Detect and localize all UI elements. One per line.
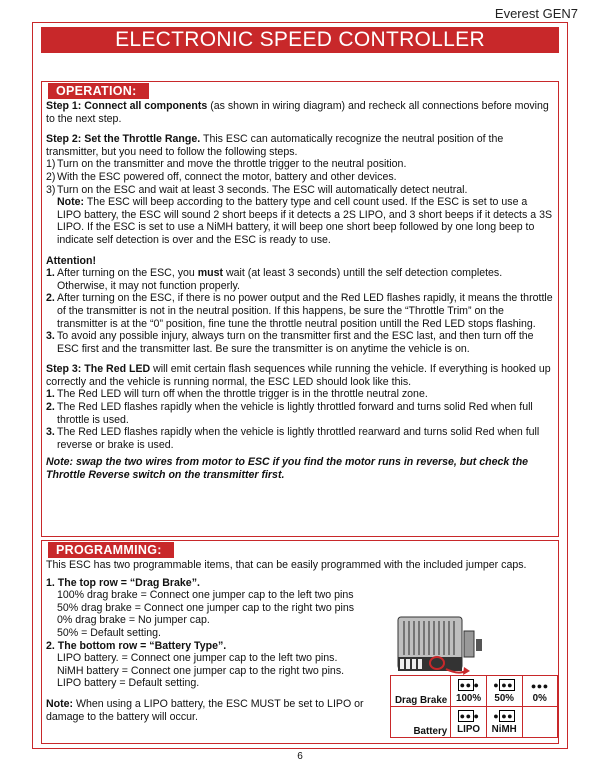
operation-body (46, 100, 554, 482)
step3-title: Step 3: The Red LED (46, 363, 151, 376)
programming-intro: This ESC has two programmable items, that can be easily programmed with the included jumper caps. (46, 559, 527, 571)
attention-item: 3. To avoid any possible injury, always turn on the transmitter first and the ESC last, and then turn off the ESC first and the transmitter last. Be sure the transmitter is on anytime the vehicle is on. (46, 330, 534, 355)
drag-brake-title: 1. The top row = “Drag Brake”. (46, 576, 200, 589)
jumper-option: ● ●● NiMH (486, 707, 522, 738)
esc-illustration (394, 611, 514, 683)
operation-section (41, 81, 559, 537)
attention-item: 1. After turning on the ESC, you must wait (at least 3 seconds) untill the self detection completes. Otherwise, it may not function properly. (46, 267, 503, 292)
step1-title: Step 1: Connect all components (46, 100, 208, 112)
step2-item: 2) With the ESC powered off, connect the motor, battery and other devices. (46, 170, 397, 183)
step2-item: 1) Turn on the transmitter and move the throttle trigger to the neutral position. (46, 158, 407, 171)
operation-label: OPERATION: (48, 83, 149, 99)
step2-text: This ESC can automatically recognize the neutral position of the transmitter, but you need to follow the following steps. (46, 133, 504, 158)
step3-item: 1. The Red LED will turn off when the throttle trigger is in the throttle neutral zone. (46, 388, 428, 401)
step3-item: 3. The Red LED flashes rapidly when the vehicle is lightly throttled rearward and turns solid Red when full reverse or brake is used. (46, 426, 540, 451)
attention-title: Attention! (46, 254, 97, 267)
page-frame (32, 22, 568, 749)
page-number: 6 (297, 751, 303, 762)
drag-brake-row-label: Drag Brake (391, 676, 451, 707)
step2-title: Step 2: Set the Throttle Range. (46, 133, 201, 146)
battery-type-title: 2. The bottom row = “Battery Type”. (46, 639, 227, 652)
battery-row-label: Battery (391, 707, 451, 738)
page-title: ELECTRONIC SPEED CONTROLLER (41, 27, 559, 53)
battery-type-line: LIPO battery = Default setting. (57, 677, 200, 690)
step1-paragraph (46, 100, 554, 125)
drag-brake-line: 50% = Default setting. (57, 626, 161, 639)
drag-brake-line: 100% drag brake = Connect one jumper cap to the left two pins (57, 589, 354, 602)
programming-section (41, 540, 559, 744)
drag-brake-line: 0% drag brake = No jumper cap. (57, 614, 210, 627)
empty-cell (522, 707, 557, 738)
reverse-note: Note: swap the two wires from motor to ESC if you find the motor runs in reverse, but check the Throttle Reverse switch on the transmitter first. (46, 456, 529, 482)
step3-item: 2. The Red LED flashes rapidly when the vehicle is lightly throttled forward and turns solid Red when full throttle is used. (46, 401, 533, 426)
drag-brake-row (391, 676, 558, 707)
jumper-option: ●● ● LIPO (451, 707, 487, 738)
step2-note: Note: The ESC will beep according to the battery type and cell count used. If the ESC is set to use a LIPO battery, the ESC will sound 2 short beeps if it detects a 2S LIPO, and 3 short beeps if it detects a 3S LIPO. If the ESC is set to use a NiMH battery, it will beep one short beep followed by one long beep to indicate self detection is over and the ESC is ready to use. (57, 196, 553, 246)
step2-paragraph (46, 133, 554, 158)
programming-label: PROGRAMMING: (48, 542, 174, 558)
battery-row (391, 707, 558, 738)
attention-item: 2. After turning on the ESC, if there is no power output and the Red LED flashes rapidly, it means the throttle of the transmitter is not in the neutral position. If this happens, be sure the “Throttle Trim” on the transmitter is at the “0” position, fine tune the throttle neutral position untill the Red LED stops flashing. (46, 292, 553, 330)
lipo-note: Note: When using a LIPO battery, the ESC MUST be set to LIPO or damage to the battery will occur. (46, 697, 364, 723)
jumper-table (390, 675, 558, 738)
brand-label: Everest GEN7 (494, 6, 578, 21)
drag-brake-line: 50% drag brake = Connect one jumper cap to the right two pins (57, 601, 355, 614)
step2-item: 3) Turn on the ESC and wait at least 3 seconds. The ESC will automatically detect neutral. (46, 183, 468, 196)
step1-text: (as shown in wiring diagram) and recheck all connections before moving to the next step. (46, 100, 549, 125)
jumper-option: ●● ● 100% (451, 676, 487, 707)
step3-paragraph: Step 3: The Red LED will emit certain flash sequences while running the vehicle. If everything is hooked up correctly and the vehicle is running normal, the ESC LED should look like this. (46, 363, 551, 388)
battery-type-line: NiMH battery = Connect one jumper cap to the right two pins. (57, 664, 345, 677)
jumper-option: ●●● 0% (522, 676, 557, 707)
jumper-option: ● ●● 50% (486, 676, 522, 707)
battery-type-line: LIPO battery. = Connect one jumper cap to the left two pins. (57, 652, 338, 665)
